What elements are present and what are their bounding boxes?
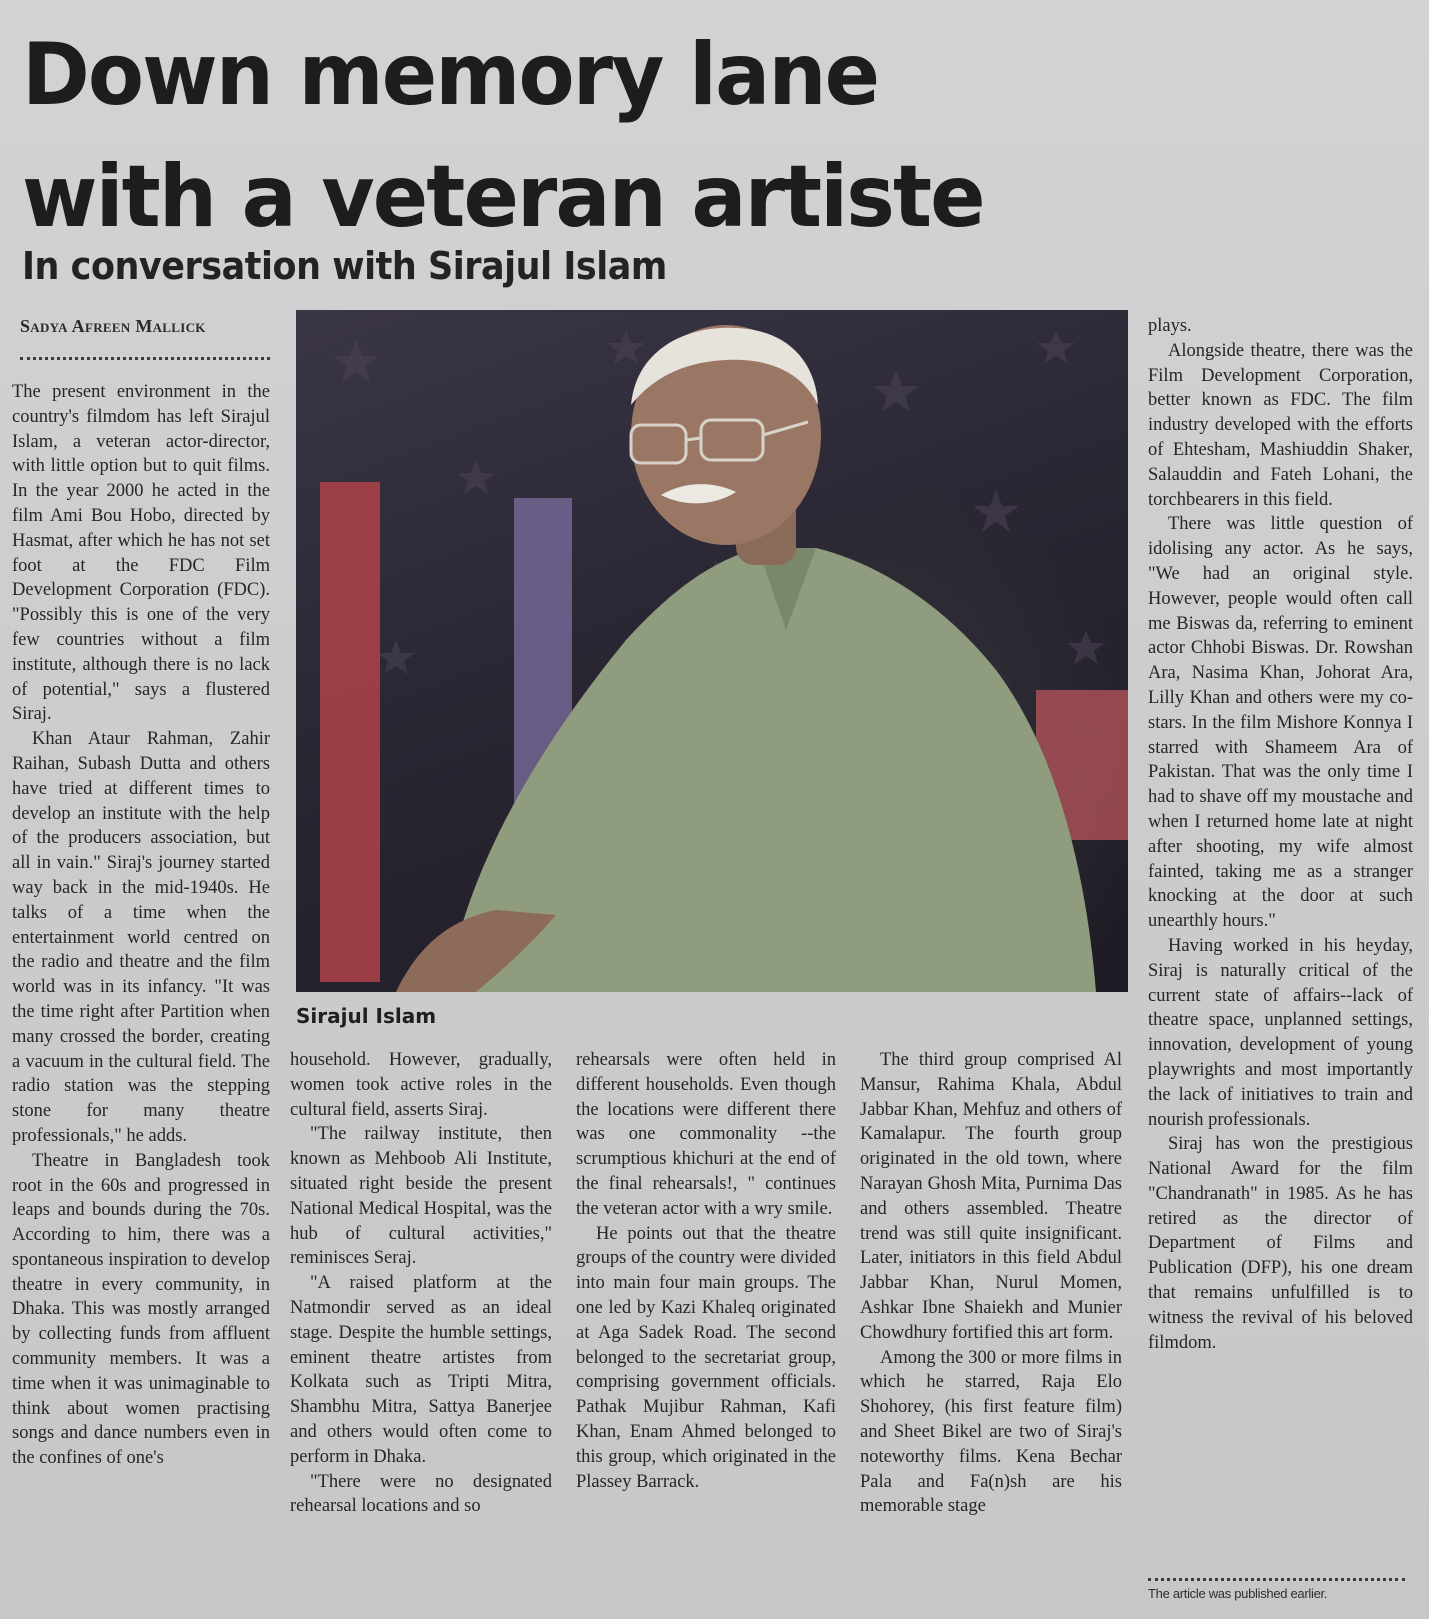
paragraph: "The railway institute, then known as Mehboob Ali Institute, situated right beside the present National Medical Hospital, was the hub of cultural activities," reminisces Seraj. (290, 1124, 552, 1269)
portrait-photo (296, 310, 1128, 992)
paragraph: Khan Ataur Rahman, Zahir Raihan, Subash Dutta and others have tried at different times to develop an institute with the help of the producers association, but all in vain." Siraj's journey started way back in the mid-1940s. He talks of a time when the entertainment world centred on the radio and theatre and the film world was in its infancy. "It was the time right after Partition when many crossed the border, creating a vacuum in the cultural field. The radio station was the stepping stone for many theatre professionals," he adds. (12, 729, 270, 1146)
footnote: The article was published earlier. (1148, 1586, 1328, 1601)
footnote-divider (1148, 1578, 1405, 1581)
paragraph: rehearsals were often held in different households. Even though the locations were different there was one commonality --the scrumptious khichuri at the end of the final rehearsals!, " continues the veteran actor with a wry smile. (576, 1050, 836, 1219)
subheadline: In conversation with Sirajul Islam (22, 244, 667, 288)
article-column-5 (1148, 314, 1413, 1355)
paragraph: The present environment in the country's filmdom has left Sirajul Islam, a veteran actor-director, with little option but to quit films. In the year 2000 he acted in the film Ami Bou Hobo, directed by Hasmat, after which he has not set foot at the FDC Film Development Corporation (FDC). "Possibly this is one of the very few countries without a film institute, although there is no lack of potential," says a flustered Siraj. (12, 382, 270, 725)
byline-divider (20, 357, 270, 360)
paragraph: household. However, gradually, women took active roles in the cultural field, asserts Siraj. (290, 1050, 552, 1120)
red-backdrop-panel (320, 482, 380, 982)
byline: Sadya Afreen Mallick (20, 316, 206, 336)
photo-illustration (296, 310, 1128, 992)
paragraph: Among the 300 or more films in which he starred, Raja Elo Shohorey, (his first feature film) and Sheet Bikel are two of Siraj's noteworthy films. Kena Bechar Pala and Fa(n)sh are his memorable stage (860, 1347, 1122, 1517)
paragraph: "A raised platform at the Natmondir served as an ideal stage. Despite the humble settings, eminent theatre artistes from Kolkata such as Tripti Mitra, Shambhu Mitra, Sattya Banerjee and others would often come to perform in Dhaka. (290, 1273, 552, 1467)
paragraph: He points out that the theatre groups of the country were divided into main four main groups. The one led by Kazi Khaleq originated at Aga Sadek Road. The second belonged to the secretariat group, comprising government officials. Pathak Mujibur Rahman, Kafi Khan, Enam Ahmed belonged to this group, which originated in the Plassey Barrack. (576, 1223, 836, 1492)
article-column-3 (576, 1048, 836, 1494)
paragraph: Theatre in Bangladesh took root in the 60s and progressed in leaps and bounds during the 70s. According to him, there was a spontaneous inspiration to develop theatre in every community, in Dhaka. This was mostly arranged by collecting funds from affluent community members. It was a time when it was unimaginable to think about women practising songs and dance numbers even in the confines of one's (12, 1150, 270, 1469)
paragraph: Siraj has won the prestigious National Award for the film "Chandranath" in 1985. As he has retired as the director of Department of Films and Publication (DFP), his one dream that remains unfulfilled is to witness the revival of his beloved filmdom. (1148, 1134, 1413, 1353)
paragraph: plays. (1148, 316, 1192, 336)
photo-caption: Sirajul Islam (296, 1004, 437, 1028)
headline: Down memory lane with a veteran artiste (22, 25, 984, 247)
paragraph: The third group comprised Al Mansur, Rahima Khala, Abdul Jabbar Khan, Mehfuz and others of Kamalapur. The fourth group originated in the old town, where Narayan Ghosh Mita, Purnima Das and others assembled. Theatre trend was still quite insignificant. Later, initiators in this field Abdul Jabbar Khan, Nurul Momen, Ashkar Ibne Shaiekh and Munier Chowdhury fortified this art form. (860, 1050, 1122, 1343)
article-column-2 (290, 1048, 552, 1519)
article-column-1 (12, 380, 270, 1471)
paragraph: There was little question of idolising any actor. As he says, "We had an original style. However, people would often call me Biswas da, referring to eminent actor Chhobi Biswas. Dr. Rowshan Ara, Nasima Khan, Johorat Ara, Lilly Khan and others were my co-stars. In the film Mishore Konnya I starred with Shameem Ara of Pakistan. That was the only time I had to shave off my moustache and when I returned home late at night after shooting, my wife almost fainted, taking me as a stranger knocking at the door at such unearthly hours." (1148, 514, 1413, 932)
paragraph: Alongside theatre, there was the Film Development Corporation, better known as FDC. The film industry developed with the efforts of Ehtesham, Mashiuddin Shaker, Salauddin and Fateh Lohani, the torchbearers in this field. (1148, 340, 1413, 510)
paragraph: Having worked in his heyday, Siraj is naturally critical of the current state of affairs--lack of theatre space, unplanned settings, innovation, development of young playwrights and most importantly the lack of initiatives to train and nourish professionals. (1148, 935, 1413, 1130)
article-column-4 (860, 1048, 1122, 1519)
paragraph: "There were no designated rehearsal locations and so (290, 1471, 552, 1517)
